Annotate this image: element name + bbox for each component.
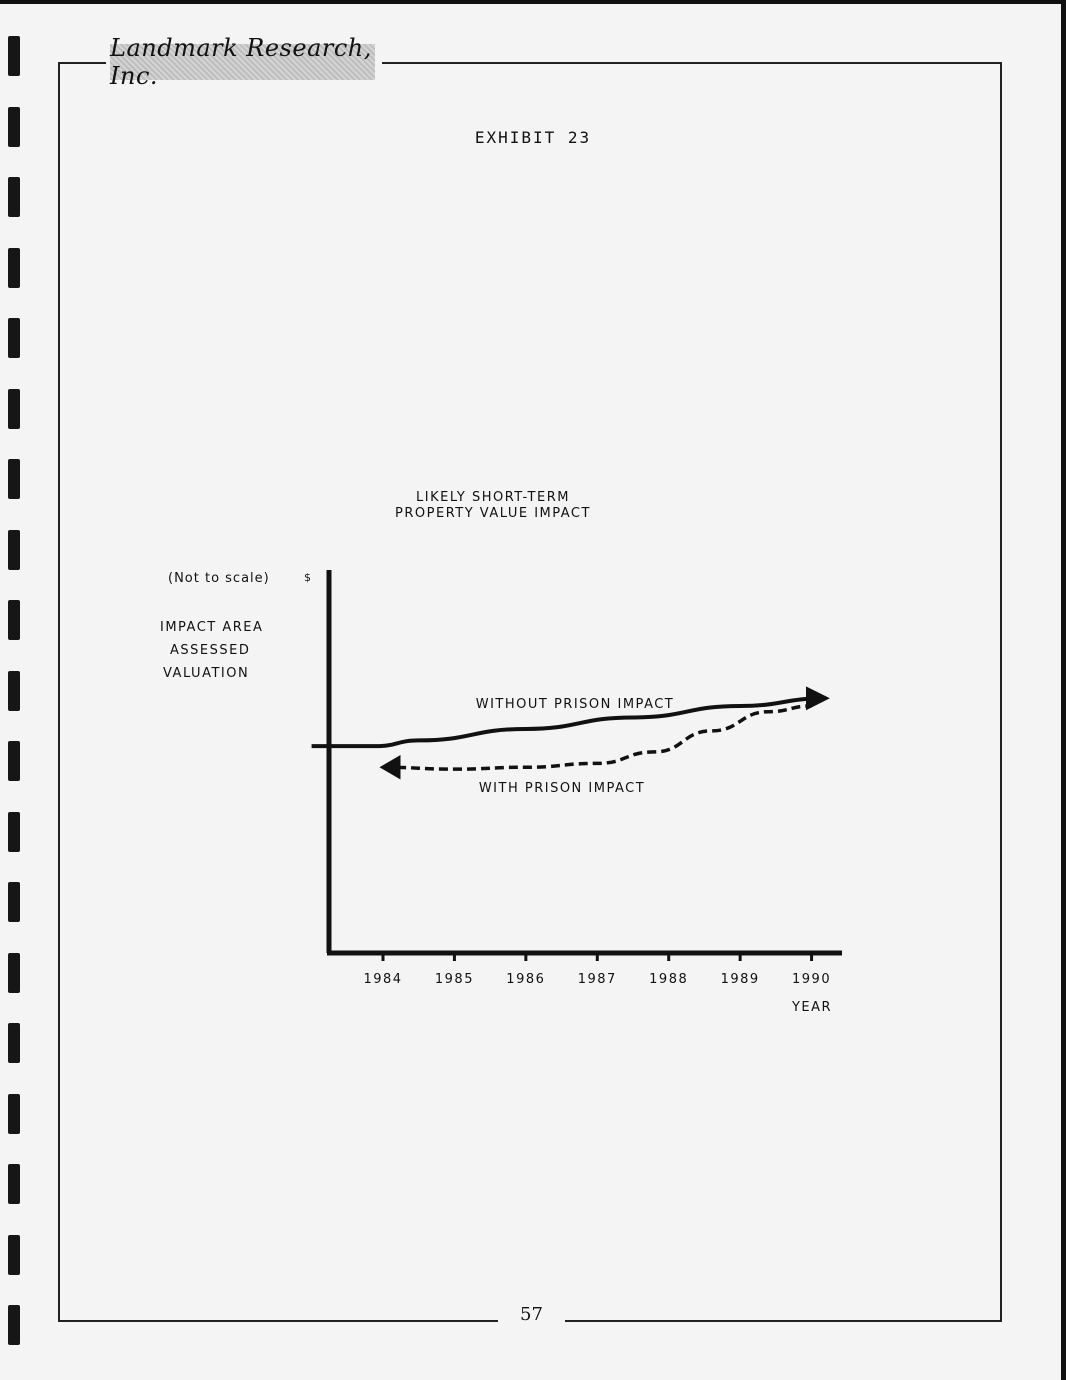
company-logo: Landmark Research, Inc. [110,44,375,80]
not-to-scale-note: (Not to scale) [168,571,270,586]
exhibit-title: EXHIBIT 23 [474,128,592,147]
series-label-without-prison-impact: WITHOUT PRISON IMPACT [475,697,675,712]
y-axis-label-line: ASSESSED [170,643,251,658]
x-axis-title: YEAR [791,1000,833,1015]
series-label-with-prison-impact: WITH PRISON IMPACT [478,781,646,796]
y-axis-unit: $ [304,571,313,584]
x-tick-label: 1985 [434,972,474,987]
x-tick-label: 1984 [363,972,403,987]
y-axis-label-line: IMPACT AREA [160,620,264,635]
x-tick-label: 1990 [792,972,832,987]
chart-title-line: PROPERTY VALUE IMPACT [395,506,591,521]
x-tick-label: 1986 [506,972,546,987]
x-tick-label: 1989 [720,972,760,987]
page-number: 57 [520,1304,543,1325]
y-axis-label-line: VALUATION [163,666,250,681]
x-tick-label: 1987 [577,972,617,987]
x-tick-label: 1988 [649,972,689,987]
chart-title-line: LIKELY SHORT-TERM [416,490,570,505]
